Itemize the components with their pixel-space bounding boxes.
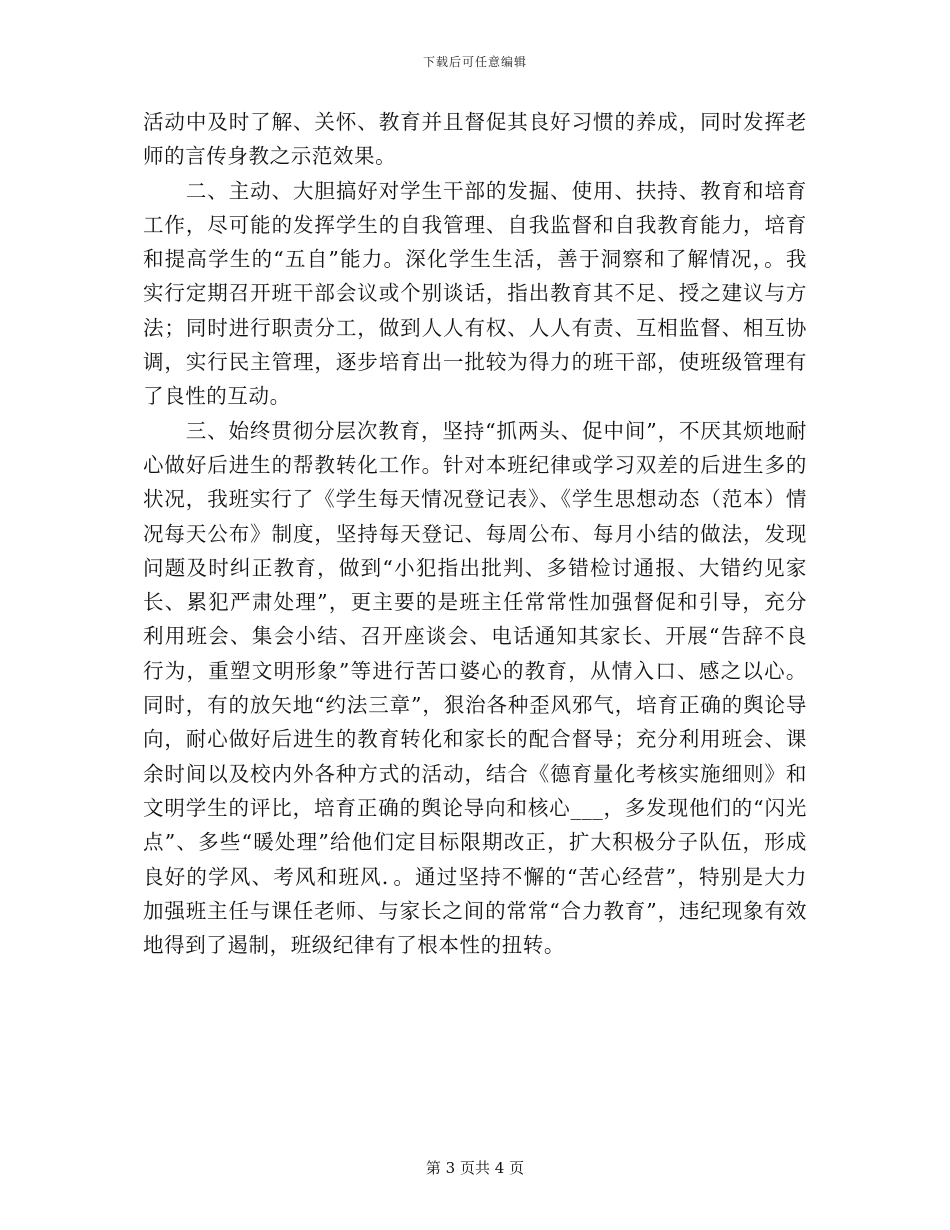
paragraph-student-cadres: 二、主动、大胆搞好对学生干部的发掘、使用、扶持、教育和培育工作，尽可能的发挥学生的自我管理、自我监督和自我教育能力，培育和提高学生的“五自”能力。深化学生生活，善于洞察和了解情况，。我实行定期召开班干部会议或个别谈话，指出教育其不足、授之建议与方法；同时进行职责分工，做到人人有权、人人有责、互相监督、相互协调，实行民主管理，逐步培育出一批较为得力的班干部，使班级管理有了良性的互动。 xyxy=(143,178,807,409)
paragraph-layered-education: 三、始终贯彻分层次教育，坚持“抓两头、促中间”，不厌其烦地耐心做好后进生的帮教转化工作。针对本班纪律或学习双差的后进生多的状况，我班实行了《学生每天情况登记表》、《学生思想动态（范本）情况每天公布》制度，坚持每天登记、每周公布、每月小结的做法，发现问题及时纠正教育，做到“小犯指出批判、多错检讨通报、大错约见家长、累犯严肃处理”，更主要的是班主任常常性加强督促和引导，充分利用班会、集会小结、召开座谈会、电话通知其家长、开展“告辞不良行为，重塑文明形象”等进行苦口婆心的教育，从情入口、感之以心。同时，有的放矢地“约法三章”，狠治各种歪风邪气，培育正确的舆论导向，耐心做好后进生的教育转化和家长的配合督导；充分利用班会、课余时间以及校内外各种方式的活动，结合《德育量化考核实施细则》和文明学生的评比，培育正确的舆论导向和核心___，多发现他们的“闪光点”、多些“暖处理”给他们定目标限期改正，扩大积极分子队伍，形成良好的学风、考风和班风．。通过坚持不懈的“苦心经营”，特别是大力加强班主任与课任老师、与家长之间的常常“合力教育”，违纪现象有效地得到了遏制，班级纪律有了根本性的扭转。 xyxy=(143,418,807,958)
page-header: 下载后可任意编辑 xyxy=(422,55,527,69)
paragraph-continuation: 活动中及时了解、关怀、教育并且督促其良好习惯的养成，同时发挥老师的言传身教之示范效果。 xyxy=(143,110,807,169)
document-body xyxy=(143,105,807,962)
page-number-footer: 第 3 页共 4 页 xyxy=(425,1159,525,1177)
